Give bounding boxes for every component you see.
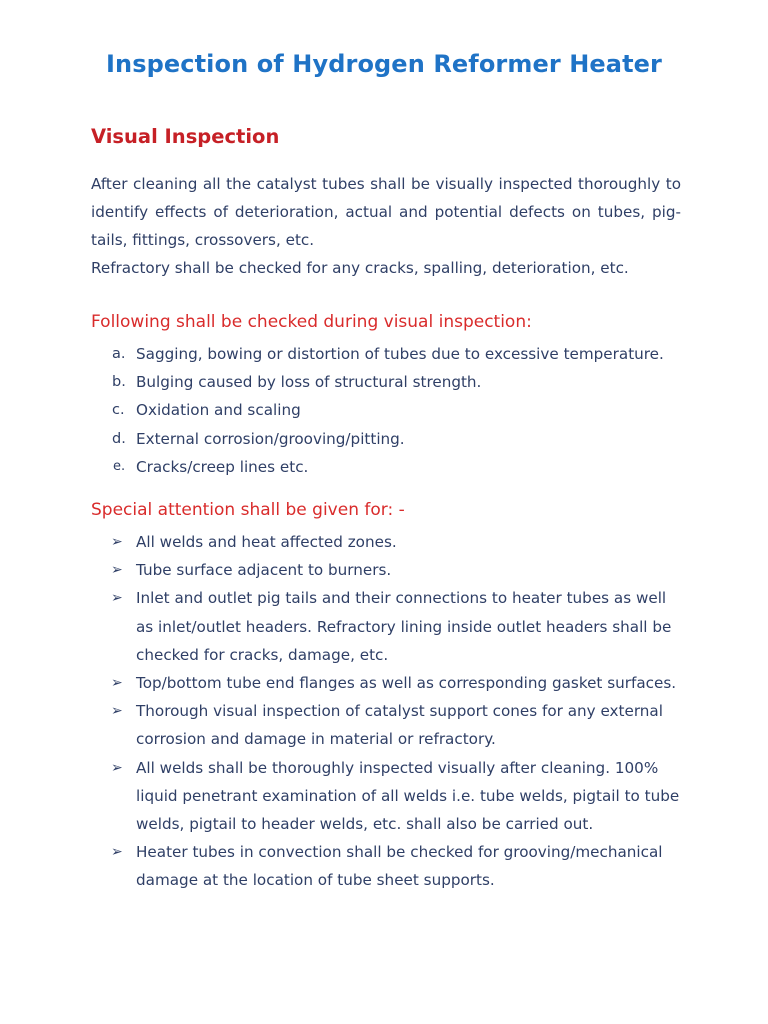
checklist-item-text: Oxidation and scaling — [136, 401, 301, 420]
checklist-item — [0, 453, 681, 481]
list-marker: c. — [112, 402, 125, 419]
checklist-item — [0, 368, 681, 396]
attention-item-text: All welds and heat affected zones. — [136, 533, 397, 551]
list-marker: a. — [112, 346, 126, 362]
attention-item — [0, 584, 681, 669]
attention-item-text: Tube surface adjacent to burners. — [136, 561, 392, 580]
arrow-bullet-icon: ➢ — [111, 562, 123, 579]
checklist-item-text: Cracks/creep lines etc. — [136, 457, 309, 476]
attention-list — [0, 528, 681, 895]
attention-item — [0, 838, 681, 894]
checklist-item — [0, 340, 681, 368]
checklist-item-text: Sagging, bowing or distortion of tubes due to excessive temperature. — [136, 345, 664, 363]
checklist-list — [0, 340, 681, 481]
attention-item — [0, 556, 681, 584]
arrow-bullet-icon: ➢ — [111, 844, 123, 861]
checklist-heading: Following shall be checked during visual inspection: — [91, 312, 532, 332]
checklist-item-text: Bulging caused by loss of structural strength. — [136, 373, 482, 392]
arrow-bullet-icon: ➢ — [111, 759, 123, 776]
list-marker: e. — [113, 458, 126, 474]
section-heading-visual-inspection: Visual Inspection — [91, 125, 280, 148]
arrow-bullet-icon: ➢ — [111, 590, 123, 607]
checklist-item-text: External corrosion/grooving/pitting. — [136, 429, 405, 448]
attention-item-text: Top/bottom tube end flanges as well as corresponding gasket surfaces. — [136, 674, 677, 693]
attention-item-text: All welds shall be thoroughly inspected visually after cleaning. 100% liquid penetrant examination of all welds i.e. tube welds, pigtail to tube welds, pigtail to header welds, etc. shall also be carried out. — [136, 758, 680, 834]
attention-item — [0, 754, 681, 839]
attention-item — [0, 697, 681, 753]
intro-paragraph: After cleaning all the catalyst tubes shall be visually inspected thoroughly to identify effects of deterioration, actual and potential defects on tubes, pig-tails, fittings, crossovers, etc. — [91, 175, 681, 249]
refractory-paragraph: Refractory shall be checked for any cracks, spalling, deterioration, etc. — [91, 259, 629, 277]
arrow-bullet-icon: ➢ — [111, 703, 123, 720]
page-title: Inspection of Hydrogen Reformer Heater — [106, 50, 662, 78]
checklist-item — [0, 396, 681, 424]
list-marker: b. — [112, 374, 126, 391]
arrow-bullet-icon: ➢ — [111, 675, 123, 692]
list-marker: d. — [112, 430, 126, 447]
attention-item-text: Thorough visual inspection of catalyst support cones for any external corrosion and damage in material or refractory. — [136, 702, 663, 749]
attention-item-text: Inlet and outlet pig tails and their connections to heater tubes as well as inlet/outlet headers. Refractory lining inside outlet headers shall be checked for cracks, damage, etc. — [136, 589, 672, 664]
arrow-bullet-icon: ➢ — [111, 534, 123, 550]
attention-item — [0, 528, 681, 556]
attention-heading: Special attention shall be given for: - — [91, 500, 405, 520]
attention-item-text: Heater tubes in convection shall be checked for grooving/mechanical damage at the location of tube sheet supports. — [136, 843, 663, 890]
checklist-item — [0, 425, 681, 453]
attention-item — [0, 669, 681, 697]
